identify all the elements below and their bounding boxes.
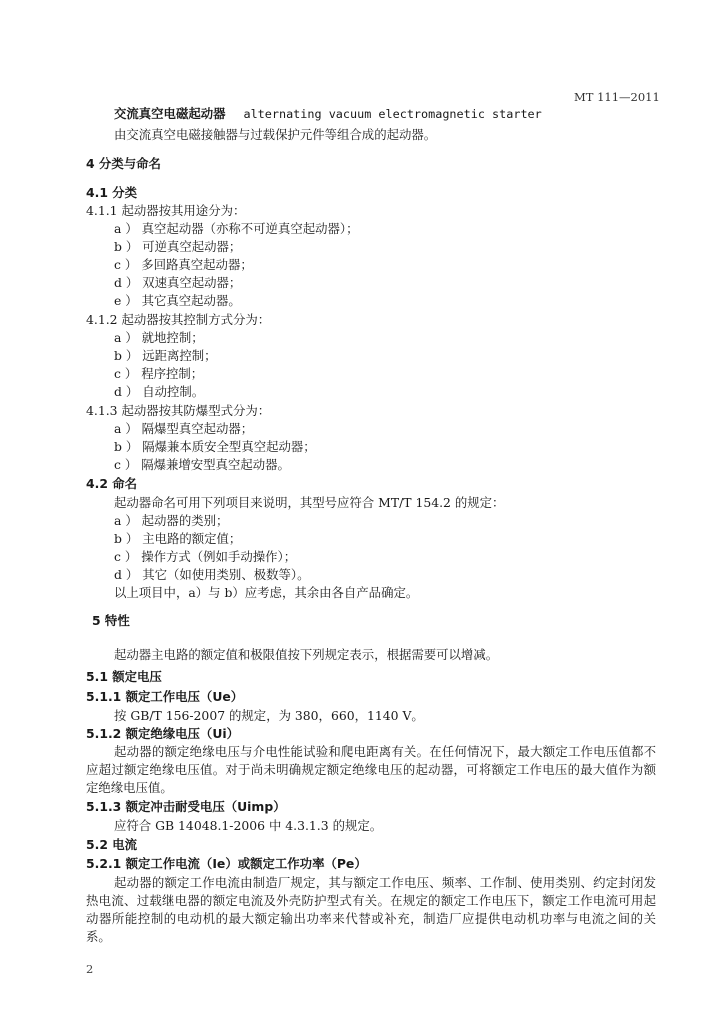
paragraph-line: 动器所能控制的电动机的最大额定输出功率来代替或补充，制造厂应提供电动机功率与电流之间的关 [86,911,656,926]
section-5-1-2-title: 5.1.2 额定绝缘电压（Ui） [86,726,240,741]
standard-code-header: MT 111—2011 [574,90,660,104]
term-definition: 由交流真空电磁接触器与过载保护元件等组合成的起动器。 [114,127,437,142]
list-item: b ） 远距离控制； [114,348,217,363]
list-item: a ） 隔爆型真空起动器； [114,421,254,436]
section-5-1-3-title: 5.1.3 额定冲击耐受电压（Uimp） [86,799,286,814]
section-5-1-3-text: 应符合 GB 14048.1-2006 中 4.3.1.3 的规定。 [114,818,383,833]
section-5-1-1-title: 5.1.1 额定工作电压（Ue） [86,689,244,704]
section-5-1-1-text: 按 GB/T 156-2007 的规定，为 380，660，1140 V。 [114,708,424,723]
section-4-2-title: 4.2 命名 [86,476,138,491]
section-4-1-2-title: 4.1.2 起动器按其控制方式分为： [86,312,271,327]
term-title-cn: 交流真空电磁起动器 [114,106,226,121]
list-item: c ） 隔爆兼增安型真空起动器。 [114,457,290,472]
list-item: d ） 自动控制。 [114,384,205,399]
list-item: d ） 双速真空起动器； [114,275,242,290]
paragraph-line: 定绝缘电压值。 [86,780,173,795]
list-item: d ） 其它（如使用类别、极数等）。 [114,567,310,582]
list-item: e ） 其它真空起动器。 [114,293,241,308]
list-item: c ） 操作方式（例如手动操作）； [114,549,297,564]
section-5-1-title: 5.1 额定电压 [86,669,162,684]
paragraph-line: 热电流、过载继电器的额定电流及外壳防护型式有关。在规定的额定工作电压下，额定工作电流可用起 [86,893,656,908]
section-5-title: 5 特性 [92,613,130,628]
paragraph-line: 起动器的额定工作电流由制造厂规定，其与额定工作电压、频率、工作制、使用类别、约定封闭发 [114,875,656,890]
list-item: b ） 可逆真空起动器； [114,239,242,254]
section-5-2-title: 5.2 电流 [86,837,138,852]
section-4-title: 4 分类与命名 [86,156,161,171]
list-item: b ） 主电路的额定值； [114,531,242,546]
paragraph-line: 系。 [86,929,111,944]
section-4-1-1-title: 4.1.1 起动器按其用途分为： [86,203,246,218]
term-title-en: alternating vacuum electromagnetic starter [243,107,542,121]
list-item: a ） 就地控制； [114,330,204,345]
section-4-1-3-title: 4.1.3 起动器按其防爆型式分为： [86,403,271,418]
list-item: a ） 真空起动器（亦称不可逆真空起动器）； [114,221,359,236]
list-item: c ） 程序控制； [114,366,204,381]
list-item: b ） 隔爆兼本质安全型真空起动器； [114,439,316,454]
section-5-2-1-title: 5.2.1 额定工作电流（Ie）或额定工作功率（Pe） [86,856,367,871]
list-item: c ） 多回路真空起动器； [114,257,253,272]
term-title [114,105,542,123]
list-item: a ） 起动器的类别； [114,513,229,528]
page-number: 2 [86,962,94,976]
section-5-intro: 起动器主电路的额定值和极限值按下列规定表示，根据需要可以增减。 [114,647,499,662]
paragraph-line: 起动器的额定绝缘电压与介电性能试验和爬电距离有关。在任何情况下，最大额定工作电压值都不 [114,744,656,759]
section-4-2-note: 以上项目中，a）与 b）应考虑，其余由各自产品确定。 [114,585,419,600]
section-4-1-title: 4.1 分类 [86,185,138,200]
paragraph-line: 应超过额定绝缘电压值。对于尚未明确规定额定绝缘电压的起动器，可将额定工作电压的最大值作为额 [86,762,656,777]
section-4-2-intro: 起动器命名可用下列项目来说明，其型号应符合 MT/T 154.2 的规定： [114,495,505,510]
